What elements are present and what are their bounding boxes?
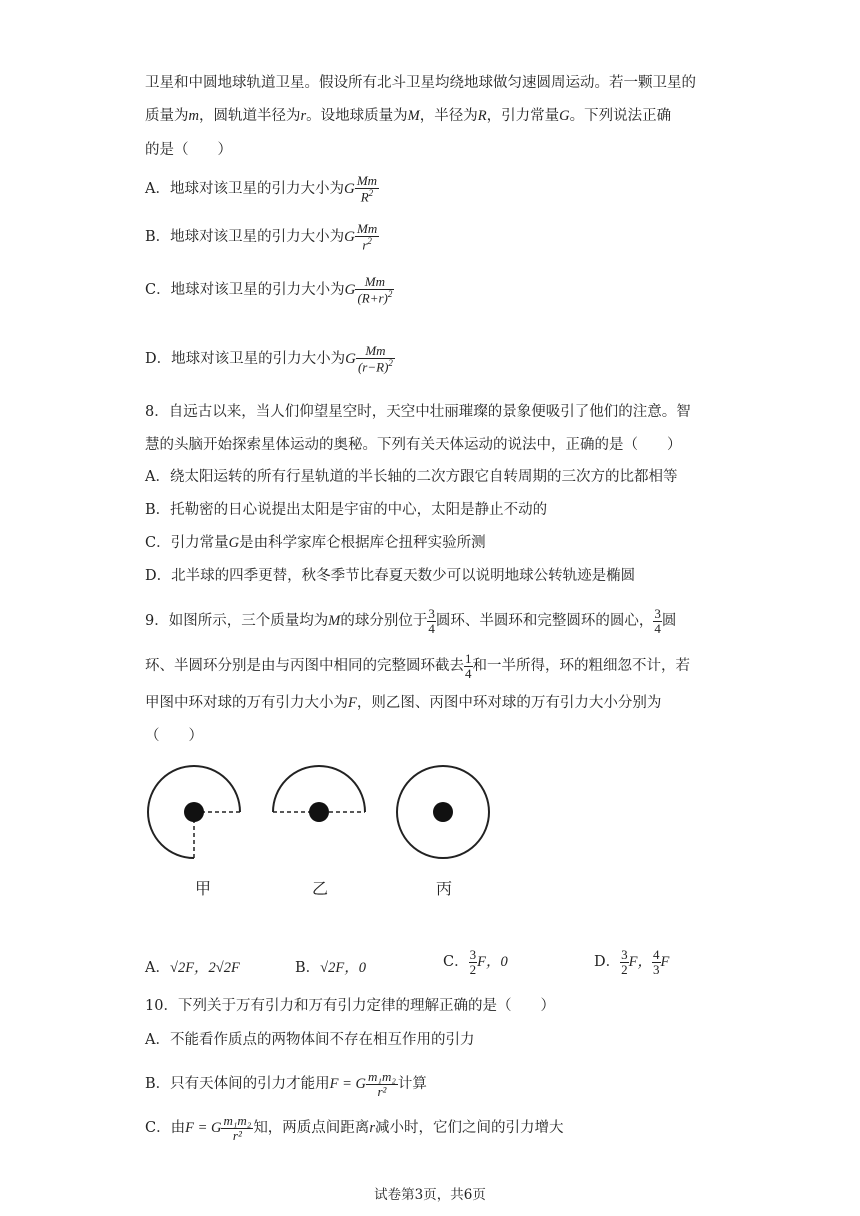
q7-option-a: A．地球对该卫星的引力大小为G $\frac{Mm}{R^2}$ (145, 173, 378, 204)
q10-option-a: A．不能看作质点的两物体间不存在相互作用的引力 (145, 1032, 475, 1048)
page-footer: 试卷第3页，共6页 (374, 1187, 486, 1203)
q8-option-d: D．北半球的四季更替，秋冬季节比春夏天数少可以说明地球公转轨迹是椭圆 (145, 568, 636, 584)
q9-stem-line-4: （ ） (145, 728, 203, 744)
ring-yi (273, 766, 365, 822)
q9-option-a: A．√2F，2√2F (145, 960, 240, 976)
figure-label-jia: 甲 (195, 879, 212, 898)
q9-stem-line-1: 9．如图所示，三个质量均为M的球分别位于 $\frac{3}{4}$ 圆环、半圆环和完整圆环的圆心， $\frac{3}{4}$ 圆 (145, 606, 677, 636)
q7-option-c: C．地球对该卫星的引力大小为G $\frac{Mm}{(R+r)^2}$ (145, 274, 393, 305)
q9-option-b: B．√2F，0 (295, 960, 366, 976)
q8-option-b: B．托勒密的日心说提出太阳是宇宙的中心，太阳是静止不动的 (145, 502, 548, 518)
q7-option-b: B．地球对该卫星的引力大小为G $\frac{Mm}{r^2}$ (145, 221, 378, 252)
q8-option-a: A．绕太阳运转的所有行星轨道的半长轴的二次方跟它自转周期的三次方的比都相等 (145, 469, 678, 485)
intro-line-3: 的是（ ） (145, 142, 232, 158)
q8-option-c: C．引力常量G是由科学家库仑根据库仑扭秤实验所测 (145, 535, 486, 551)
ring-bing (397, 766, 489, 858)
q10-option-b: B．只有天体间的引力才能用F = G $\frac{\text{m₁m₂}}{\text{r²}}$ 计算 (145, 1069, 427, 1099)
ring-jia (148, 766, 240, 858)
intro-line-2: 质量为m，圆轨道半径为r。设地球质量为M，半径为R，引力常量G。下列说法正确 (145, 108, 672, 124)
q9-option-d: D． $\frac{3}{2}$ F， $\frac{4}{3}$ F (594, 947, 670, 977)
q9-stem-line-3: 甲图中环对球的万有引力大小为F，则乙图、丙图中环对球的万有引力大小分别为 (145, 695, 662, 711)
intro-line-1: 卫星和中圆地球轨道卫星。假设所有北斗卫星均绕地球做匀速圆周运动。若一颗卫星的 (145, 75, 696, 91)
figure-label-yi: 乙 (312, 879, 329, 898)
q9-option-c: C． $\frac{3}{2}$ F，0 (443, 947, 508, 977)
q7-option-d: D．地球对该卫星的引力大小为G $\frac{Mm}{(r-R)^2}$ (145, 343, 393, 374)
q10-option-c: C．由F = G $\frac{\text{m₁m₂}}{\text{r²}}$ 知，两质点间距离r减小时，它们之间的引力增大 (145, 1113, 564, 1143)
q9-stem-line-2: 环、半圆环分别是由与丙图中相同的完整圆环截去 $\frac{1}{4}$ 和一半所得，环的粗细忽不计，若 (145, 651, 690, 681)
q8-stem-line-1: 8．自远古以来，当人们仰望星空时，天空中壮丽璀璨的景象便吸引了他们的注意。智 (145, 404, 691, 420)
q8-stem-line-2: 慧的头脑开始探索星体运动的奥秘。下列有关天体运动的说法中，正确的是（ ） (145, 437, 682, 453)
figure-label-bing: 丙 (436, 879, 453, 898)
q10-stem: 10．下列关于万有引力和万有引力定律的理解正确的是（ ） (145, 998, 555, 1014)
